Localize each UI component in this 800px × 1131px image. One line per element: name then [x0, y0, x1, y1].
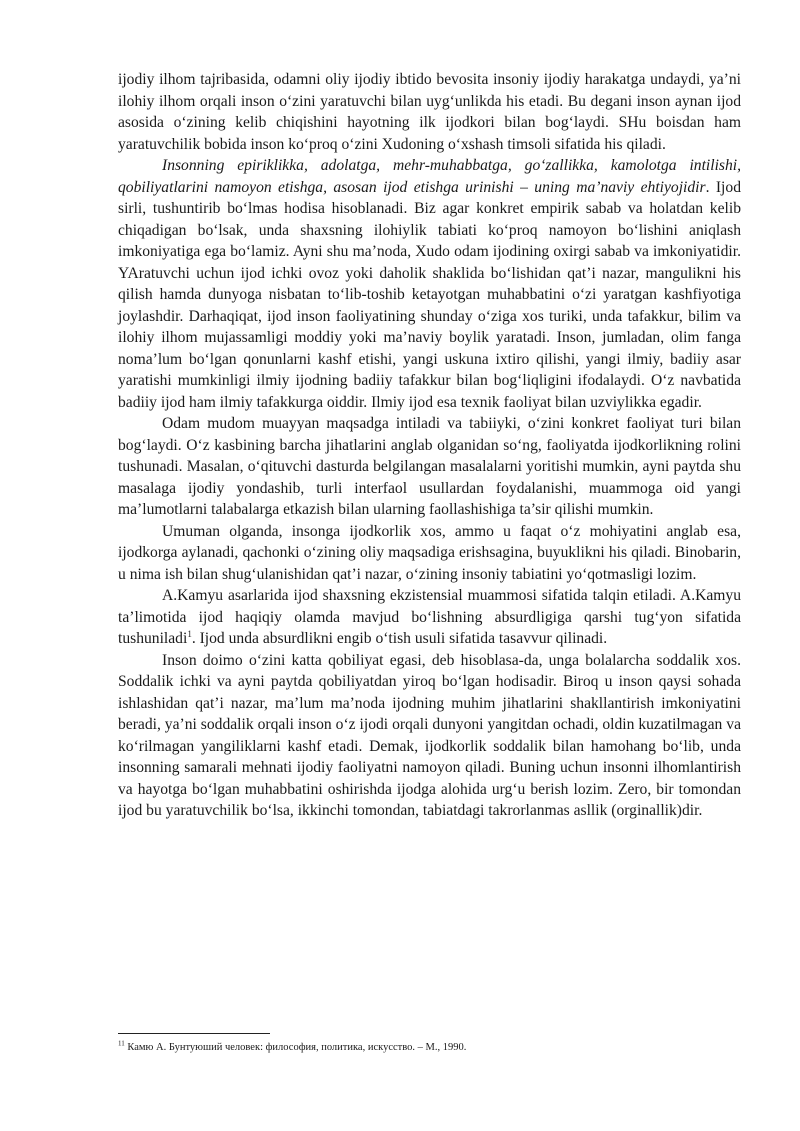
paragraph-2-text: . Ijod sirli, tushuntirib bo‘lmas hodisa hisoblanadi. Biz agar konkret empirik sabab va holatdan kelib chiqadigan bo‘lsak, unda shaxsning ilohiylik tabiati ko‘proq namoyon bo‘lishini aniqlash imkoniyatiga ega bo‘lamiz. Ayni shu ma’noda, Xudo odam ijodining oxirgi sabab va imkoniyatidir. YAratuvchi uchun ijod ichki ovoz yoki daholik shaklida bo‘lishidan qat’i nazar, mangulikni his qilish hamda dunyoga nisbatan to‘lib-toshib ketayotgan muhabbatini o‘zi yaratgan kashfiyotiga joylashdir. Darhaqiqat, ijod inson faoliyatining shunday o‘ziga xos turiki, unda tafakkur, bilim va ilohiy ilhom mujassamligi moddiy yoki ma’naviy boylik yaratadi. Inson, jumladan, olim fanga noma’lum bo‘lgan qonunlarni kashf etishi, yangi uskuna ixtiro qilishi, yangi ilmiy, badiiy asar yaratishi mumkinligi ilmiy ijodning badiiy tafakkur bilan bog‘liqligini ifodalaydi. O‘z navbatida badiiy ijod ham ilmiy tafakkurga oiddir. Ilmiy ijod esa texnik faoliyat bilan uzviylikka egadir.: [118, 178, 741, 411]
paragraph-6: Inson doimo o‘zini katta qobiliyat egasi, deb hisoblasa-da, unga bolalarcha soddalik xos. Soddalik ichki va ayni paytda qobiliyatdan yiroq bo‘lgan hodisadir. Biroq u inson qaysi sohada ishlashidan qat’i nazar, ma’lum ma’noda ijodning muhim jihatlarini shakllantirish imkoniyatini beradi, ya’ni soddalik orqali inson o‘z ijodi orqali dunyoni yangitdan ochadi, oldin kuzatilmagan va ko‘rilmagan yangiliklarni kashf etadi. Demak, ijodkorlik soddalik bilan hamohang bo‘lib, unda insonning samarali mehnati ijodiy faoliyatni namoyon qiladi. Buning uchun insonni ilhomlantirish va hayotga bo‘lgan muhabbatini oshirishda ijodga alohida urg‘u berish lozim. Zero, bir tomondan ijod bu yaratuvchilik bo‘lsa, ikkinchi tomondan, tabiatdagi takrorlanmas asllik (orginallik)dir.: [118, 651, 741, 819]
paragraph-4: Umuman olganda, insonga ijodkorlik xos, ammo u faqat o‘z mohiyatini anglab esa, ijodkorga aylanadi, qachonki o‘zining oliy maqsadiga erishsagina, buyuklikni his qiladi. Binobarin, u nima ish bilan shug‘ulanishidan qat’i nazar, o‘zining insoniy tabiatini yo‘qotmasligi lozim.: [118, 522, 741, 583]
document-body: [118, 69, 741, 822]
paragraph-2: [118, 155, 741, 413]
paragraph-5-text-cont: . Ijod unda absurdlikni engib o‘tish usuli sifatida tasavvur qilinadi.: [191, 630, 608, 647]
footnote: [118, 1041, 741, 1055]
paragraph-5-text: A.Kamyu asarlarida ijod shaxsning ekzistensial muammosi sifatida talqin etiladi. A.Kamyu ta’limotida ijod haqiqiy olamda mavjud bo‘lishning absurdligiga qarshi tug‘yon sifatida tushuniladi: [118, 587, 741, 647]
paragraph-2-italic: Insonning epiriklikka, adolatga, mehr-muhabbatga, go‘zallikka, kamolotga intilishi, qobiliyatlarini namoyon etishga, asosan ijod etishga urinishi – uning ma’naviy ehtiyojidir: [118, 157, 741, 196]
footnote-reference: 1: [187, 628, 192, 639]
footnote-text: Камю А. Бунтуюший человек: философия, политика, искусство. – М., 1990.: [124, 1042, 467, 1053]
paragraph-3: Odam mudom muayyan maqsadga intiladi va tabiiyki, o‘zini konkret faoliyat turi bilan bog‘laydi. O‘z kasbining barcha jihatlarini anglab olganidan so‘ng, faoliyatda ijodkorlikning rolini tushunadi. Masalan, o‘qituvchi dasturda belgilangan masalalarni yoritishi mumkin, ayni paytda shu masalaga ijodiy yondashib, turli interfaol usullardan foydalanishi, muammoga oid yangi ma’lumotlarni talabalarga etkazish bilan ularning faollashishiga ta’sir qilishi mumkin.: [118, 415, 741, 518]
footnote-divider: [118, 1033, 270, 1034]
paragraph-5: [118, 585, 741, 650]
paragraph-1: ijodiy ilhom tajribasida, odamni oliy ijodiy ibtido bevosita insoniy ijodiy harakatga undaydi, ya’ni ilohiy ilhom orqali inson o‘zini yaratuvchi bilan uyg‘unlikda his etadi. Bu degani inson aynan ijod asosida o‘zining kelib chiqishini hayotning ilk ijodkori bilan bog‘laydi. SHu boisdan ham yaratuvchilik bobida inson ko‘proq o‘zini Xudoning o‘xshash timsoli sifatida his qiladi.: [118, 71, 741, 153]
footnote-marker: 11: [118, 1039, 125, 1048]
